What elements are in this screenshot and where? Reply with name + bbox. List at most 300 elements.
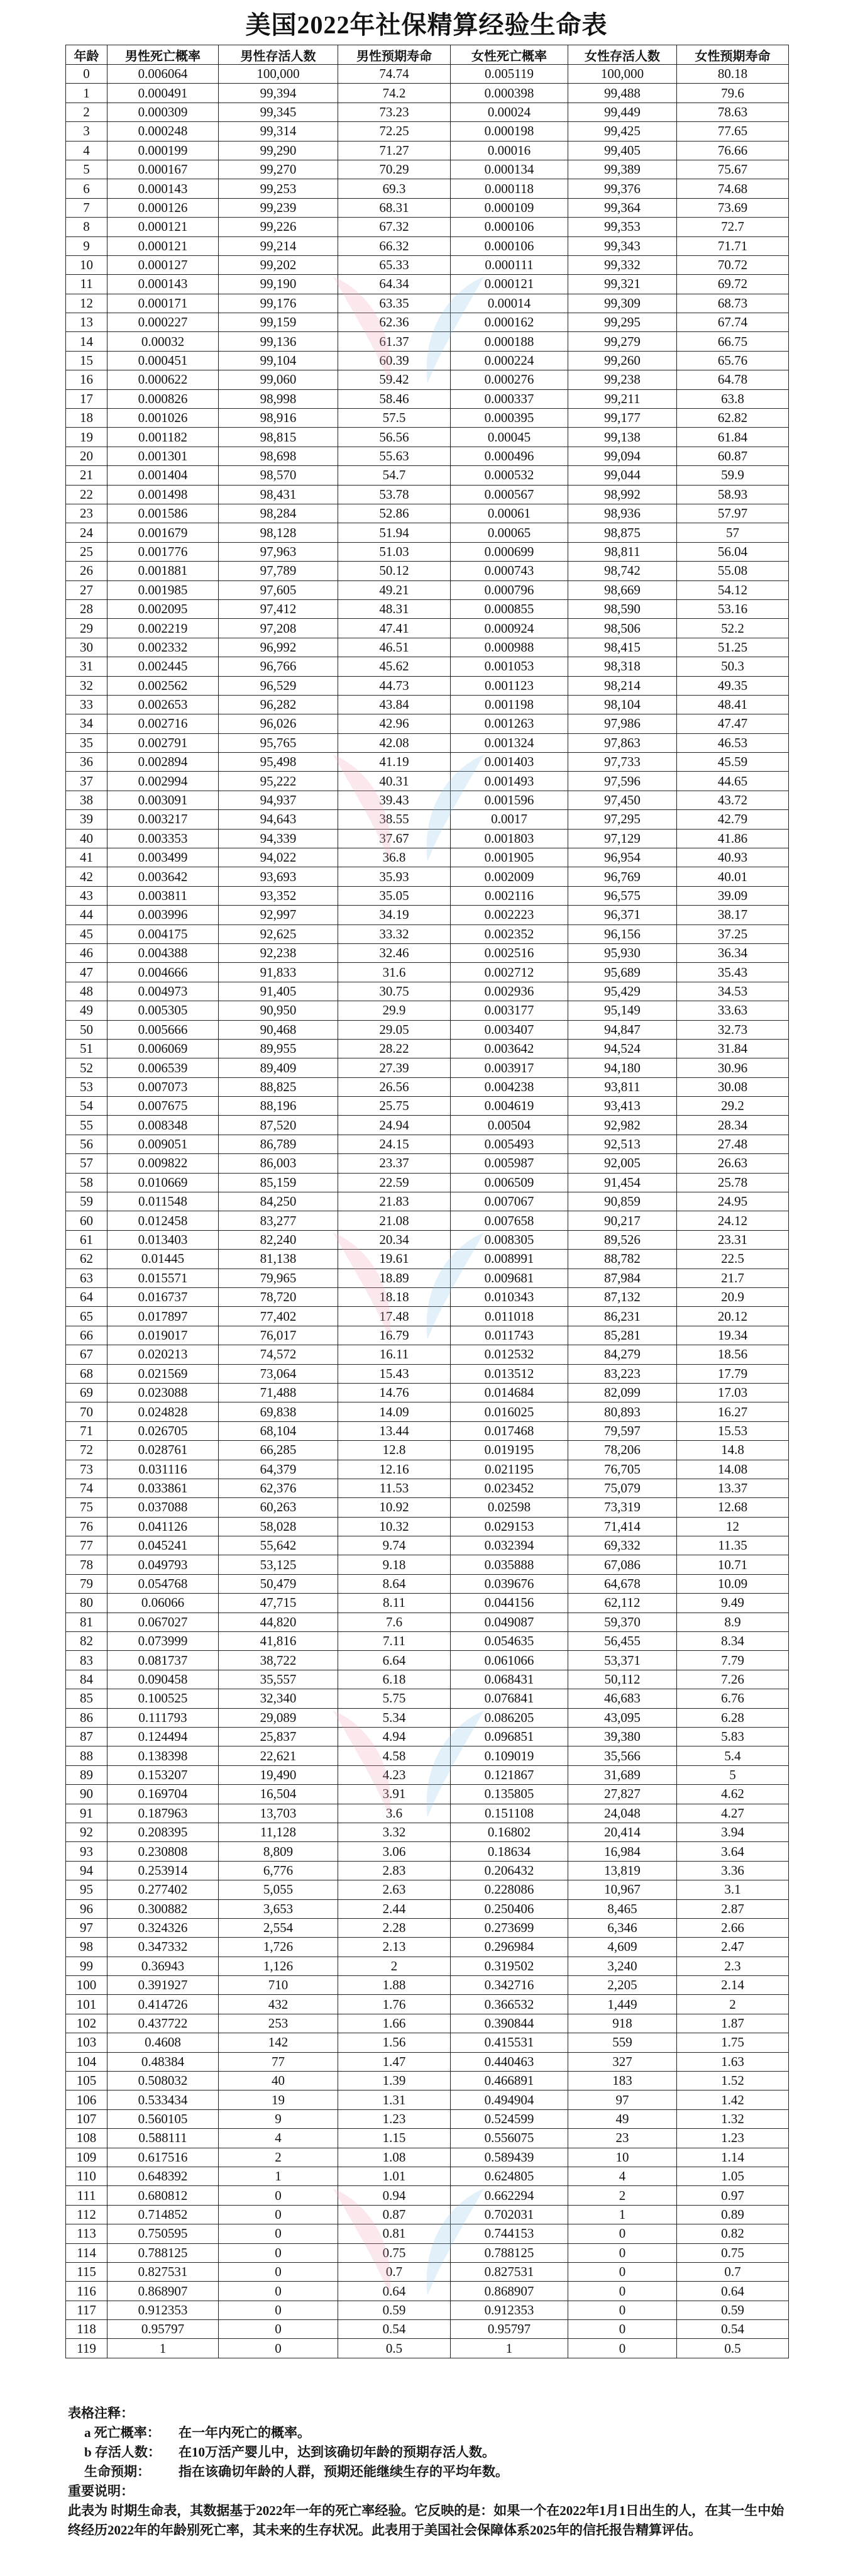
table-cell: 22 <box>66 485 107 504</box>
table-row <box>66 580 789 599</box>
table-cell: 35.43 <box>677 963 789 982</box>
table-cell: 21.7 <box>677 1269 789 1287</box>
table-cell: 0.001881 <box>107 562 219 580</box>
table-cell: 77,402 <box>219 1307 338 1326</box>
table-row <box>66 1345 789 1364</box>
table-cell: 94,022 <box>219 848 338 867</box>
table-cell: 99,239 <box>219 198 338 217</box>
table-cell: 1.31 <box>338 2090 451 2109</box>
table-cell: 0.024828 <box>107 1402 219 1421</box>
table-cell: 0.002223 <box>451 906 568 924</box>
table-cell: 0.390844 <box>451 2014 568 2033</box>
table-row <box>66 1555 789 1574</box>
table-cell: 53.16 <box>677 599 789 618</box>
table-cell: 63 <box>66 1269 107 1287</box>
table-cell: 33 <box>66 695 107 714</box>
table-cell: 87,132 <box>568 1288 677 1307</box>
table-cell: 98,992 <box>568 485 677 504</box>
table-cell: 14.08 <box>677 1460 789 1479</box>
table-cell: 2.66 <box>677 1918 789 1937</box>
table-row <box>66 504 789 523</box>
table-cell: 98,431 <box>219 485 338 504</box>
table-cell: 19 <box>66 428 107 447</box>
table-cell: 0.000106 <box>451 236 568 255</box>
table-cell: 52 <box>66 1058 107 1077</box>
table-cell: 0.029153 <box>451 1517 568 1536</box>
table-cell: 51.94 <box>338 523 451 542</box>
table-cell: 1.01 <box>338 2167 451 2185</box>
table-cell: 21 <box>66 466 107 485</box>
table-cell: 85 <box>66 1689 107 1708</box>
table-cell: 0.000276 <box>451 370 568 389</box>
table-cell: 0.003642 <box>107 867 219 886</box>
table-cell: 93,693 <box>219 867 338 886</box>
table-cell: 55.63 <box>338 447 451 465</box>
table-cell: 53,371 <box>568 1651 677 1670</box>
table-cell: 96,769 <box>568 867 677 886</box>
table-cell: 50,112 <box>568 1670 677 1689</box>
table-cell: 1.76 <box>338 1995 451 2014</box>
table-cell: 87,520 <box>219 1116 338 1135</box>
column-header: 男性存活人数 <box>219 45 338 65</box>
table-cell: 0.017897 <box>107 1307 219 1326</box>
table-cell: 62.36 <box>338 313 451 332</box>
table-cell: 0 <box>568 2224 677 2243</box>
table-cell: 0.54 <box>338 2320 451 2339</box>
table-cell: 56.04 <box>677 542 789 561</box>
table-cell: 49 <box>66 1001 107 1020</box>
table-row <box>66 351 789 370</box>
table-cell: 1.32 <box>677 2109 789 2128</box>
table-cell: 35,557 <box>219 1670 338 1689</box>
table-cell: 1.52 <box>677 2072 789 2090</box>
table-cell: 99,309 <box>568 294 677 313</box>
table-row <box>66 753 789 772</box>
table-cell: 99,104 <box>219 351 338 370</box>
table-cell: 0.000162 <box>451 313 568 332</box>
table-cell: 37.25 <box>677 924 789 943</box>
table-row <box>66 1460 789 1479</box>
table-cell: 62 <box>66 1250 107 1269</box>
table-cell: 43 <box>66 886 107 905</box>
table-cell: 0.5 <box>338 2339 451 2358</box>
column-header: 年龄 <box>66 45 107 65</box>
table-cell: 1.66 <box>338 2014 451 2033</box>
table-cell: 0.00504 <box>451 1116 568 1135</box>
table-cell: 46.53 <box>677 733 789 752</box>
table-cell: 95,498 <box>219 753 338 772</box>
table-cell: 99,044 <box>568 466 677 485</box>
table-cell: 0.415531 <box>451 2033 568 2052</box>
important-text: 此表为 时期生命表，其数据基于2022年一年的死亡率经验。它反映的是：如果一个在2022年1月1日出生的人，在其一生中始终经历2022年的年龄别死亡率，其未来的生存状况。此表用于美国社会保障体系2025年的信托报告精算评估。 <box>68 2503 784 2538</box>
table-cell: 88,782 <box>568 1250 677 1269</box>
table-cell: 12 <box>677 1517 789 1536</box>
table-cell: 95,222 <box>219 772 338 791</box>
table-cell: 84,250 <box>219 1192 338 1211</box>
table-cell: 0.023088 <box>107 1383 219 1402</box>
table-cell: 2 <box>338 1957 451 1975</box>
table-cell: 39,380 <box>568 1727 677 1746</box>
table-row <box>66 1135 789 1153</box>
table-cell: 86 <box>66 1708 107 1727</box>
table-cell: 27.39 <box>338 1058 451 1077</box>
table-row <box>66 2167 789 2185</box>
table-cell: 94,339 <box>219 829 338 848</box>
table-cell: 0.75 <box>677 2243 789 2262</box>
table-cell: 111 <box>66 2186 107 2205</box>
table-cell: 47,715 <box>219 1594 338 1613</box>
note-label: 生命预期： <box>84 2464 150 2479</box>
table-cell: 0.003091 <box>107 791 219 809</box>
table-cell: 0.16802 <box>451 1823 568 1841</box>
table-cell: 60.39 <box>338 351 451 370</box>
table-cell: 33.32 <box>338 924 451 943</box>
table-row <box>66 695 789 714</box>
table-cell: 1.05 <box>677 2167 789 2185</box>
table-cell: 75,079 <box>568 1479 677 1497</box>
column-header: 女性存活人数 <box>568 45 677 65</box>
table-row <box>66 2129 789 2148</box>
table-row <box>66 2052 789 2071</box>
table-cell: 119 <box>66 2339 107 2358</box>
table-cell: 97,986 <box>568 714 677 733</box>
table-cell: 99,136 <box>219 332 338 351</box>
table-cell: 4.27 <box>677 1804 789 1823</box>
table-cell: 327 <box>568 2052 677 2071</box>
table-row <box>66 829 789 848</box>
table-cell: 36 <box>66 753 107 772</box>
table-row <box>66 1842 789 1861</box>
table-cell: 96,992 <box>219 638 338 657</box>
table-cell: 0 <box>568 2282 677 2301</box>
table-row <box>66 523 789 542</box>
table-cell: 94,847 <box>568 1020 677 1039</box>
table-cell: 77.65 <box>677 122 789 141</box>
table-cell: 98,415 <box>568 638 677 657</box>
table-cell: 42.08 <box>338 733 451 752</box>
table-cell: 16,504 <box>219 1785 338 1804</box>
table-cell: 91,454 <box>568 1173 677 1192</box>
table-row <box>66 1039 789 1058</box>
table-cell: 0.005666 <box>107 1020 219 1039</box>
table-row <box>66 2243 789 2262</box>
table-cell: 0.006539 <box>107 1058 219 1077</box>
table-cell: 1.47 <box>338 2052 451 2071</box>
table-cell: 57 <box>66 1154 107 1173</box>
table-cell: 17.48 <box>338 1307 451 1326</box>
table-cell: 16.11 <box>338 1345 451 1364</box>
table-cell: 60,263 <box>219 1498 338 1517</box>
table-cell: 97,295 <box>568 810 677 829</box>
table-cell: 92,005 <box>568 1154 677 1173</box>
table-cell: 99,290 <box>219 141 338 160</box>
table-cell: 90,468 <box>219 1020 338 1039</box>
table-cell: 54.7 <box>338 466 451 485</box>
table-cell: 48.31 <box>338 599 451 618</box>
table-row <box>66 2282 789 2301</box>
table-row <box>66 409 789 428</box>
note-label: a 死亡概率： <box>84 2425 160 2440</box>
table-cell: 23 <box>568 2129 677 2148</box>
table-cell: 59 <box>66 1192 107 1211</box>
table-cell: 76 <box>66 1517 107 1536</box>
table-row <box>66 1250 789 1269</box>
table-row <box>66 1097 789 1116</box>
table-cell: 99,488 <box>568 84 677 103</box>
table-cell: 84 <box>66 1670 107 1689</box>
table-cell: 2.3 <box>677 1957 789 1975</box>
table-cell: 0.556075 <box>451 2129 568 2148</box>
table-cell: 0.006069 <box>107 1039 219 1058</box>
table-cell: 99,260 <box>568 351 677 370</box>
table-cell: 0.001198 <box>451 695 568 714</box>
table-cell: 67 <box>66 1345 107 1364</box>
table-cell: 0.033861 <box>107 1479 219 1497</box>
table-cell: 73.69 <box>677 198 789 217</box>
table-cell: 0.002653 <box>107 695 219 714</box>
table-cell: 19.61 <box>338 1250 451 1269</box>
table-row <box>66 963 789 982</box>
table-cell: 0.00045 <box>451 428 568 447</box>
table-cell: 18.18 <box>338 1288 451 1307</box>
table-cell: 18.89 <box>338 1269 451 1287</box>
table-cell: 0.002716 <box>107 714 219 733</box>
table-cell: 40.31 <box>338 772 451 791</box>
table-cell: 0.054635 <box>451 1632 568 1651</box>
table-cell: 96,766 <box>219 657 338 676</box>
table-cell: 5.75 <box>338 1689 451 1708</box>
table-row <box>66 733 789 752</box>
table-cell: 13,703 <box>219 1804 338 1823</box>
table-cell: 64,379 <box>219 1460 338 1479</box>
table-cell: 19,490 <box>219 1765 338 1784</box>
table-cell: 37 <box>66 772 107 791</box>
table-cell: 0.001324 <box>451 733 568 752</box>
table-cell: 4.58 <box>338 1746 451 1765</box>
table-cell: 0.366532 <box>451 1995 568 2014</box>
table-cell: 4.62 <box>677 1785 789 1804</box>
table-cell: 30.08 <box>677 1077 789 1096</box>
table-cell: 62.82 <box>677 409 789 428</box>
table-cell: 0.000491 <box>107 84 219 103</box>
table-cell: 102 <box>66 2014 107 2033</box>
table-cell: 69.72 <box>677 275 789 294</box>
table-cell: 35.05 <box>338 886 451 905</box>
table-cell: 0.000121 <box>451 275 568 294</box>
table-cell: 56.56 <box>338 428 451 447</box>
table-cell: 76.66 <box>677 141 789 160</box>
table-cell: 29,089 <box>219 1708 338 1727</box>
table-cell: 1.63 <box>677 2052 789 2071</box>
table-cell: 0.319502 <box>451 1957 568 1975</box>
table-cell: 0.95797 <box>451 2320 568 2339</box>
table-row <box>66 1995 789 2014</box>
table-cell: 115 <box>66 2262 107 2281</box>
table-cell: 99,270 <box>219 160 338 179</box>
table-cell: 87,984 <box>568 1269 677 1287</box>
table-cell: 0.208395 <box>107 1823 219 1841</box>
table-cell: 0.009051 <box>107 1135 219 1153</box>
table-cell: 4.94 <box>338 1727 451 1746</box>
table-cell: 0.000106 <box>451 218 568 236</box>
table-cell: 8,809 <box>219 1842 338 1861</box>
table-row <box>66 1785 789 1804</box>
table-cell: 50.3 <box>677 657 789 676</box>
table-cell: 98,936 <box>568 504 677 523</box>
table-cell: 27,827 <box>568 1785 677 1804</box>
table-cell: 10.71 <box>677 1555 789 1574</box>
table-cell: 0.560105 <box>107 2109 219 2128</box>
table-cell: 9 <box>219 2109 338 2128</box>
table-cell: 0.006509 <box>451 1173 568 1192</box>
table-cell: 42.79 <box>677 810 789 829</box>
table-cell: 3.1 <box>677 1880 789 1899</box>
table-cell: 5 <box>677 1765 789 1784</box>
table-cell: 79.6 <box>677 84 789 103</box>
table-cell: 43,095 <box>568 1708 677 1727</box>
table-cell: 0.001679 <box>107 523 219 542</box>
table-cell: 34 <box>66 714 107 733</box>
table-cell: 21.08 <box>338 1211 451 1230</box>
table-cell: 0.01445 <box>107 1250 219 1269</box>
table-row <box>66 103 789 121</box>
table-row <box>66 275 789 294</box>
table-cell: 98,570 <box>219 466 338 485</box>
table-cell: 1.88 <box>338 1976 451 1995</box>
table-cell: 0.662294 <box>451 2186 568 2205</box>
table-cell: 0.001776 <box>107 542 219 561</box>
table-cell: 0.000171 <box>107 294 219 313</box>
table-cell: 0.002894 <box>107 753 219 772</box>
table-cell: 72.7 <box>677 218 789 236</box>
table-cell: 0.035888 <box>451 1555 568 1574</box>
table-row <box>66 676 789 695</box>
table-cell: 0.589439 <box>451 2148 568 2167</box>
table-cell: 0.000109 <box>451 198 568 217</box>
table-cell: 0.912353 <box>451 2301 568 2319</box>
table-cell: 0.95797 <box>107 2320 219 2339</box>
table-cell: 0.001596 <box>451 791 568 809</box>
table-cell: 37.67 <box>338 829 451 848</box>
table-cell: 51.25 <box>677 638 789 657</box>
table-cell: 2.47 <box>677 1938 789 1957</box>
table-cell: 710 <box>219 1976 338 1995</box>
table-cell: 0.015571 <box>107 1269 219 1287</box>
page-title: 美国2022年社保精算经验生命表 <box>245 11 608 39</box>
table-cell: 10 <box>66 255 107 274</box>
table-cell: 43.72 <box>677 791 789 809</box>
table-cell: 2.14 <box>677 1976 789 1995</box>
table-cell: 98,916 <box>219 409 338 428</box>
table-cell: 3.6 <box>338 1804 451 1823</box>
table-cell: 16,984 <box>568 1842 677 1861</box>
table-cell: 73.23 <box>338 103 451 121</box>
table-cell: 56 <box>66 1135 107 1153</box>
table-cell: 97 <box>66 1918 107 1937</box>
table-cell: 0.300882 <box>107 1899 219 1918</box>
table-cell: 97,450 <box>568 791 677 809</box>
table-cell: 0 <box>219 2339 338 2358</box>
table-cell: 74 <box>66 1479 107 1497</box>
table-cell: 40 <box>66 829 107 848</box>
table-row <box>66 1746 789 1765</box>
table-cell: 99,094 <box>568 447 677 465</box>
table-cell: 1 <box>107 2339 219 2358</box>
table-cell: 32.46 <box>338 943 451 962</box>
table-cell: 6,776 <box>219 1861 338 1880</box>
table-cell: 27.48 <box>677 1135 789 1153</box>
table-row <box>66 1880 789 1899</box>
table-cell: 25.78 <box>677 1173 789 1192</box>
table-row <box>66 1058 789 1077</box>
table-cell: 0.014684 <box>451 1383 568 1402</box>
table-cell: 79,965 <box>219 1269 338 1287</box>
table-cell: 83,277 <box>219 1211 338 1230</box>
table-cell: 98,998 <box>219 389 338 408</box>
table-row <box>66 1651 789 1670</box>
table-cell: 0.076841 <box>451 1689 568 1708</box>
table-cell: 99,394 <box>219 84 338 103</box>
table-cell: 0.138398 <box>107 1746 219 1765</box>
table-cell: 0.54 <box>677 2320 789 2339</box>
table-cell: 86,003 <box>219 1154 338 1173</box>
table-row <box>66 1116 789 1135</box>
table-row <box>66 599 789 618</box>
table-cell: 0.013403 <box>107 1230 219 1249</box>
table-cell: 1.15 <box>338 2129 451 2148</box>
table-cell: 69 <box>66 1383 107 1402</box>
table-cell: 64 <box>66 1288 107 1307</box>
table-cell: 93,352 <box>219 886 338 905</box>
table-cell: 98,318 <box>568 657 677 676</box>
table-cell: 71.71 <box>677 236 789 255</box>
table-cell: 0 <box>219 2320 338 2339</box>
table-cell: 95,429 <box>568 982 677 1001</box>
table-cell: 0 <box>219 2243 338 2262</box>
table-cell: 44.73 <box>338 676 451 695</box>
table-cell: 0.124494 <box>107 1727 219 1746</box>
table-cell: 0 <box>219 2262 338 2281</box>
table-row <box>66 848 789 867</box>
table-cell: 36.34 <box>677 943 789 962</box>
table-row <box>66 1479 789 1497</box>
table-row <box>66 1823 789 1841</box>
table-cell: 1.23 <box>677 2129 789 2148</box>
table-cell: 21.83 <box>338 1192 451 1211</box>
table-cell: 38.55 <box>338 810 451 829</box>
table-cell: 92,238 <box>219 943 338 962</box>
table-cell: 46 <box>66 943 107 962</box>
table-cell: 76,017 <box>219 1326 338 1345</box>
table-row <box>66 2014 789 2033</box>
table-row <box>66 255 789 274</box>
table-cell: 47 <box>66 963 107 982</box>
table-cell: 14.8 <box>677 1441 789 1460</box>
table-cell: 106 <box>66 2090 107 2109</box>
note-text: 在一年内死亡的概率。 <box>179 2425 311 2440</box>
table-cell: 2 <box>677 1995 789 2014</box>
table-cell: 3.64 <box>677 1842 789 1861</box>
table-row <box>66 1326 789 1345</box>
table-cell: 0.7 <box>338 2262 451 2281</box>
table-cell: 12.8 <box>338 1441 451 1460</box>
column-header: 男性死亡概率 <box>107 45 219 65</box>
table-cell: 20.9 <box>677 1288 789 1307</box>
table-cell: 12.68 <box>677 1498 789 1517</box>
table-cell: 1,126 <box>219 1957 338 1975</box>
table-cell: 142 <box>219 2033 338 2052</box>
table-cell: 0.868907 <box>107 2282 219 2301</box>
